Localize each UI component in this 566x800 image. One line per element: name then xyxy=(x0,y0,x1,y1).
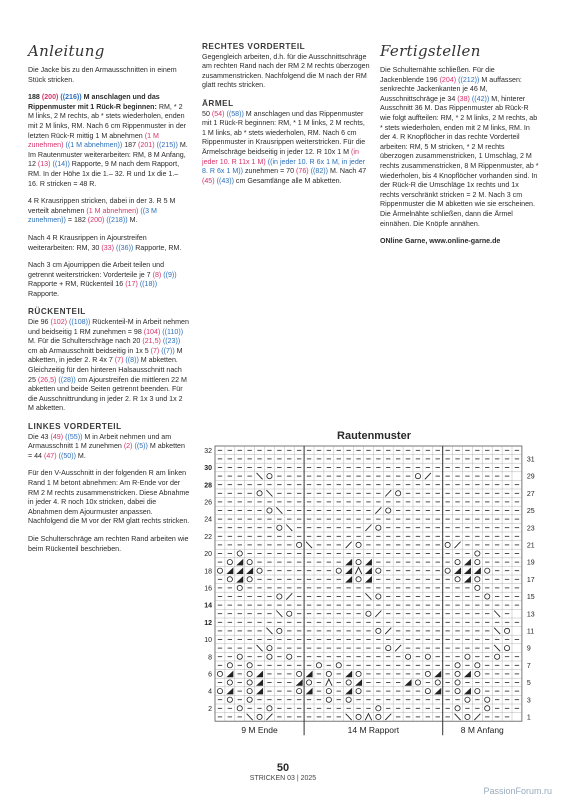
yarn-credit: ONline Garne, www.online-garne.de xyxy=(380,237,501,246)
links3-paragraph: Die Schulterschräge am rechten Rand arbeiten wie beim Rückenteil beschrieben. xyxy=(28,534,189,553)
rechts-paragraph: Gegengleich arbeiten, d.h. für die Ausschnittschräge am rechten Rand nach der RM 2 M rechts überzogen zusammenstricken. Nachfolgend die M nach der RM glatt rechts stricken. xyxy=(202,52,370,90)
row-label-left: 32 xyxy=(204,447,212,455)
aermel-paragraph: 50 (54) ((58)) M anschlagen und das Rippenmuster mit 1 Rück-R beginnen: RM, * 1 M links, 2 M rechts, 1 M links, ab * stets wiederholen, RM. Nach 6 cm Rippenmuster in Krausrippen weiterstricken. Für die Ärmelschräge beidseitig in jeder 12. R 10x 1 M (in jeder 10. R 11x 1 M) ((in jeder 10. R 6x 1 M, in jeder 8. R 6x 1 M)) zunehmen = 70 (76) ((82)) M. Nach 47 (45) ((43)) cm Gesamtlänge alle M abketten. xyxy=(202,109,367,185)
magazine-issue: STRICKEN 03 | 2025 xyxy=(249,775,317,782)
row-label-left: 26 xyxy=(204,499,212,507)
row-label-right: 11 xyxy=(526,628,535,636)
row-label-right: 29 xyxy=(526,473,535,481)
ruecken-title: RÜCKENTEIL xyxy=(28,307,86,317)
row-label-right: 31 xyxy=(526,456,535,464)
row-label-left: 20 xyxy=(204,551,212,559)
repeat-label: 9 M Ende xyxy=(241,725,278,736)
row-label-right: 1 xyxy=(526,714,531,722)
watermark: PassionForum.ru xyxy=(483,786,552,796)
rechts-title: RECHTES VORDERTEIL xyxy=(202,42,306,51)
fertigstellen-heading: Fertigstellen xyxy=(380,42,481,60)
fertigstellen-paragraph: Die Schulternähte schließen. Für die Jackenblende 196 (204) ((212)) M auffassen: senkrechte Jackenkanten je 46 M, Ausschnittschräge je 34 (38) ((42)) M, hinterer Ausschnitt 36 M. Das Rippenmuster ab Rück-R wie folgt auffteilen: RM, * 2 M links, 2 M rechts, ab * stets wiederholen, enden mit 2 M links, RM. In der 4. R Knopflöcher in das rechte Vorderteil arbeiten: RM, 5 M stricken, * 2 M rechts überzogen zusammenstricken, 1 Umschlag, 2 M rechts zusammenstricken, 8 M Rippenmuster, ab * wiederholen, bis 4 Knopflöcher vorhanden sind. In der Rück-R die Umschläge 1x rechts und 1x rechts verschränkt stricken = 2 M. Nach 3 cm Rippenmuster die M abketten wie sie erscheinen. Die Ärmelnähte schließen, dann die Ärmel einnähen. Die Knöpfe annähen. xyxy=(380,66,539,228)
cast-on-paragraph: 188 (200) ((216)) M anschlagen und das Rippenmuster mit 1 Rück-R beginnen: RM, * 2 M links, 2 M rechts, ab * stets wiederholen, enden mit 2 M links, RM. Nach 6 cm Rippenmuster in der letzten Rück-R mittig 1 M abnehmen (1 M zunehmen) ((1 M abnehmen)) 187 (201) ((215)) M. Im Rautenmuster weiterarbeiten: RM, 8 M Anfang, 12 (13) ((14)) Rapporte, 9 M nach dem Rapport, RM. In der Höhe 1x die 1.– 32. R und 1x die 1.– 16. R stricken = 48 R. xyxy=(28,93,188,188)
row-label-left: 2 xyxy=(208,705,212,713)
row-label-left: 30 xyxy=(204,465,212,473)
row-label-left: 6 xyxy=(208,671,212,679)
row-label-right: 5 xyxy=(526,680,531,688)
row-label-left: 16 xyxy=(204,585,212,593)
row-label-left: 18 xyxy=(204,568,212,576)
row-label-left: 28 xyxy=(204,482,212,490)
row-label-right: 3 xyxy=(526,697,531,705)
intro-paragraph: Die Jacke bis zu den Armausschnitten in einem Stück stricken. xyxy=(28,66,177,84)
repeat-label: 8 M Anfang xyxy=(460,725,504,736)
row-label-right: 21 xyxy=(526,542,535,550)
row-label-right: 25 xyxy=(526,508,535,516)
ajour-paragraph: Nach 3 cm Ajourrippen die Arbeit teilen und getrennt weiterstricken: Vorderteile je 7 (8) ((9)) Rapporte + RM, Rückenteil 16 (17) ((18)) Rapporte. xyxy=(28,261,177,298)
row-label-right: 13 xyxy=(526,611,535,619)
column-left xyxy=(28,42,190,562)
row-label-right: 27 xyxy=(526,490,535,498)
links-paragraph: Die 43 (49) ((55)) M in Arbeit nehmen und am Armausschnitt 1 M zunehmen (2) ((5)) M abketten = 44 (47) ((50)) M. xyxy=(28,432,185,460)
row-label-left: 10 xyxy=(204,637,212,645)
row-label-left: 8 xyxy=(208,654,212,662)
page-number: 50 xyxy=(276,762,290,774)
row-label-right: 23 xyxy=(526,525,535,533)
kraus-paragraph: 4 R Krausrippen stricken, dabei in der 3. R 5 M verteilt abnehmen (1 M abnehmen) ((3 M zunehmen)) = 182 (200) ((218)) M. xyxy=(28,197,176,225)
anleitung-heading: Anleitung xyxy=(28,42,105,60)
chart-title: Rautenmuster xyxy=(337,430,411,442)
page-footer xyxy=(0,762,566,782)
row-label-left: 12 xyxy=(204,619,212,627)
column-middle xyxy=(202,42,370,194)
row-label-right: 19 xyxy=(526,559,535,567)
chart-grid-svg xyxy=(200,444,548,760)
row-label-left: 22 xyxy=(204,533,212,541)
ruecken-paragraph: Die 96 (102) ((108)) Rückenteil-M in Arbeit nehmen und beidseitig 1 RM zunehmen = 98 (104) ((110)) M. Für die Schulterschräge nach 20 (21,5) ((23)) cm ab Armausschnitt beidseitig in 1x 5 (7) ((7)) M abketten, in jeder 2. R 4x 7 (7) ((8)) M abketten. Gleichzeitig für den hinteren Halsausschnitt nach 25 (26,5) ((28)) cm Ajourstreifen die mittleren 22 M abketten und beide Seiten getrennt beenden. Für die Ausschnittrundung in jeder 2. R 1x 3 und 1x 2 M abketten. xyxy=(28,318,189,413)
row-label-right: 7 xyxy=(526,662,531,670)
repeat-label: 14 M Rapport xyxy=(347,725,400,736)
links-title: LINKES VORDERTEIL xyxy=(28,422,122,431)
knitting-chart xyxy=(200,430,548,760)
links2-paragraph: Für den V-Ausschnitt in der folgenden R am linken Rand 1 M betont abnehmen: Am R-Ende vor der RM 2 M rechts zusammenstricken. Diese Abnahme in jeder 4. R noch 10x stricken, dabei die Abnahmen dem Ajourmuster anpassen. Nachfolgend die M vor der RM glatt rechts stricken. xyxy=(28,469,190,526)
column-right xyxy=(380,42,540,255)
kraus2-paragraph: Nach 4 R Krausrippen in Ajourstreifen weiterarbeiten: RM, 30 (33) ((36)) Rapporte, RM. xyxy=(28,233,182,252)
row-label-right: 17 xyxy=(526,576,535,584)
aermel-title: ÄRMEL xyxy=(202,98,234,108)
row-label-left: 14 xyxy=(204,602,212,610)
row-label-left: 24 xyxy=(204,516,212,524)
row-label-right: 15 xyxy=(526,594,535,602)
row-label-right: 9 xyxy=(526,645,531,653)
row-label-left: 4 xyxy=(208,688,212,696)
